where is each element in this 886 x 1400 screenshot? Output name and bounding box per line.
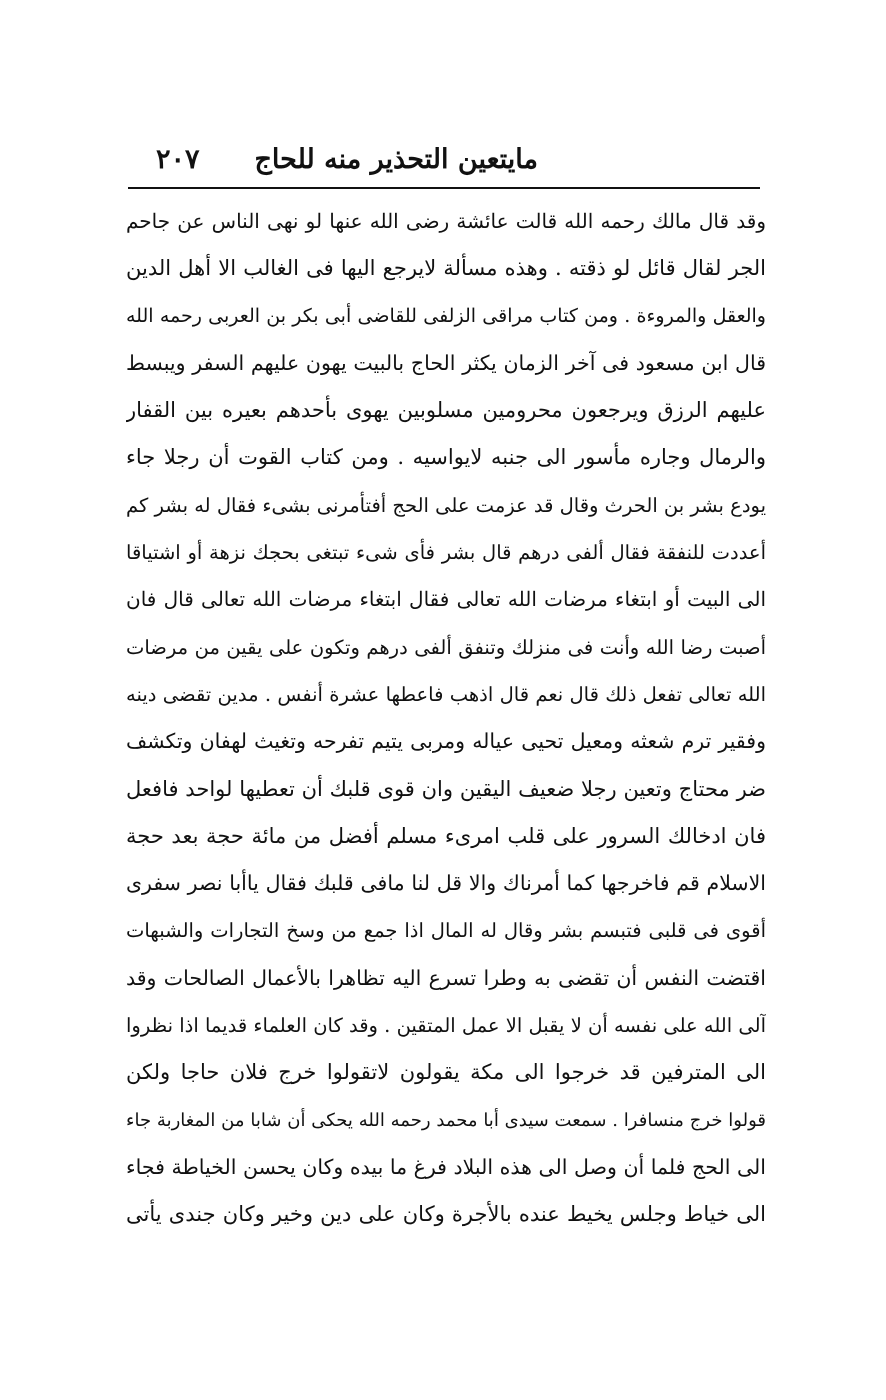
text-line: الله تعالى تفعل ذلك قال نعم قال اذهب فاعطها عشرة أنفس . مدين تقضى دينه (126, 682, 766, 706)
text-line: عليهم الرزق ويرجعون محرومين مسلوبين يهوى بأحدهم بعيره بين القفار (126, 398, 766, 423)
text-line: أعددت للنفقة فقال ألفى درهم قال بشر فأى شىء تبتغى بحجك نزهة أو اشتياقا (126, 541, 766, 565)
body-text (126, 198, 766, 1239)
text-line: أقوى فى قلبى فتبسم بشر وقال له المال اذا جمع من وسخ التجارات والشبهات (126, 919, 766, 943)
text-line: قال ابن مسعود فى آخر الزمان يكثر الحاج بالبيت يهون عليهم السفر ويبسط (126, 350, 766, 375)
text-line: يودع بشر بن الحرث وقال قد عزمت على الحج أفتأمرنى بشىء فقال له بشر كم (126, 493, 766, 517)
text-line: والعقل والمروءة . ومن كتاب مراقى الزلفى للقاضى أبى بكر بن العربى رحمه الله (126, 304, 766, 327)
text-line: الى الحج فلما أن وصل الى هذه البلاد فرغ ما بيده وكان يحسن الخياطة فجاء (126, 1154, 766, 1179)
text-line: الى المترفين قد خرجوا الى مكة يقولون لاتقولوا خرج فلان حاجا ولكن (126, 1060, 766, 1085)
text-line: الى خياط وجلس يخيط عنده بالأجرة وكان على دين وخير وكان جندى يأتى (126, 1202, 766, 1227)
header-rule (128, 187, 760, 189)
text-line: ضر محتاج وتعين رجلا ضعيف اليقين وان قوى قلبك أن تعطيها لواحد فافعل (126, 776, 766, 801)
text-line: الجر لقال قائل لو ذقته . وهذه مسألة لايرجع اليها فى الغالب الا أهل الدين (126, 256, 766, 281)
text-line: قولوا خرج منسافرا . سمعت سيدى أبا محمد رحمه الله يحكى أن شابا من المغاربة جاء (126, 1109, 766, 1131)
text-line: اقتضت النفس أن تقضى به وطرا تسرع اليه تظاهرا بالأعمال الصالحات وقد (126, 965, 766, 990)
text-line: الى البيت أو ابتغاء مرضات الله تعالى فقال ابتغاء مرضات الله تعالى قال فان (126, 587, 766, 612)
text-line: فان ادخالك السرور على قلب امرىء مسلم أفضل من مائة حجة بعد حجة (126, 823, 766, 848)
text-line: وفقير ترم شعثه ومعيل تحيى عياله ومربى يتيم تفرحه وتغيث لهفان وتكشف (126, 729, 766, 754)
page-number: ٢٠٧ (156, 144, 200, 175)
text-line: الاسلام قم فاخرجها كما أمرناك والا قل لنا مافى قلبك فقال ياأبا نصر سفرى (126, 871, 766, 896)
text-line: وقد قال مالك رحمه الله قالت عائشة رضى الله عنها لو نهى الناس عن جاحم (126, 209, 766, 233)
running-title: مايتعين التحذير منه للحاج (254, 144, 538, 175)
text-line: والرمال وجاره مأسور الى جنبه لايواسيه . ومن كتاب القوت أن رجلا جاء (126, 445, 766, 470)
text-line: آلى الله على نفسه أن لا يقبل الا عمل المتقين . وقد كان العلماء قديما اذا نظروا (126, 1014, 766, 1038)
page-header (128, 140, 760, 186)
text-line: أصبت رضا الله وأنت فى منزلك وتنفق ألفى درهم وتكون على يقين من مرضات (126, 635, 766, 659)
